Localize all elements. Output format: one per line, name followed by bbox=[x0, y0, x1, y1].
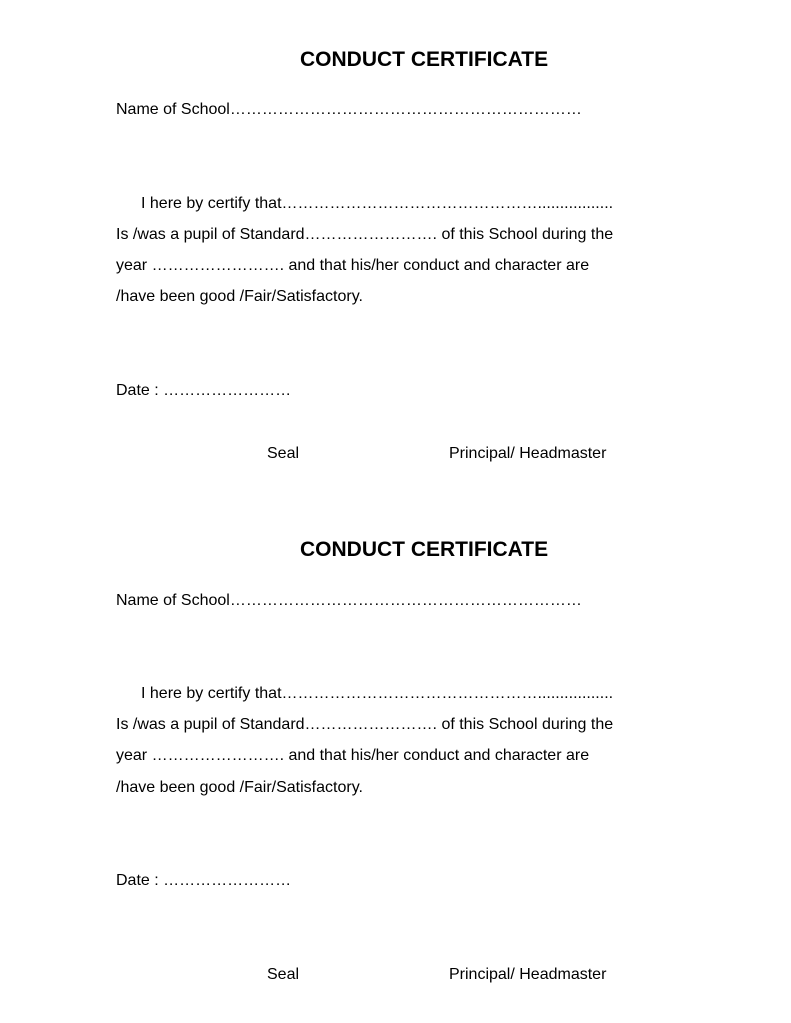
school-name-line: Name of School………………………………………………………… bbox=[116, 101, 582, 118]
certify-line: I here by certify that…………………………………………................. bbox=[141, 195, 614, 212]
signatory-label: Principal/ Headmaster bbox=[449, 445, 607, 462]
signatory-label: Principal/ Headmaster bbox=[449, 966, 607, 983]
conduct-line: /have been good /Fair/Satisfactory. bbox=[116, 288, 363, 305]
certify-line: I here by certify that…………………………………………................. bbox=[141, 685, 614, 702]
year-line: year ……………………. and that his/her conduct and character are bbox=[116, 747, 590, 764]
standard-line: Is /was a pupil of Standard……………………. of this School during the bbox=[116, 226, 614, 243]
certificate-title: CONDUCT CERTIFICATE bbox=[300, 48, 549, 71]
conduct-line: /have been good /Fair/Satisfactory. bbox=[116, 779, 363, 796]
seal-label: Seal bbox=[267, 966, 300, 983]
date-line: Date : …………………… bbox=[116, 382, 292, 399]
school-name-line: Name of School………………………………………………………… bbox=[116, 592, 582, 609]
year-line: year ……………………. and that his/her conduct and character are bbox=[116, 257, 590, 274]
date-line: Date : …………………… bbox=[116, 872, 292, 889]
standard-line: Is /was a pupil of Standard……………………. of this School during the bbox=[116, 716, 614, 733]
certificate-title: CONDUCT CERTIFICATE bbox=[300, 538, 549, 561]
seal-label: Seal bbox=[267, 445, 300, 462]
